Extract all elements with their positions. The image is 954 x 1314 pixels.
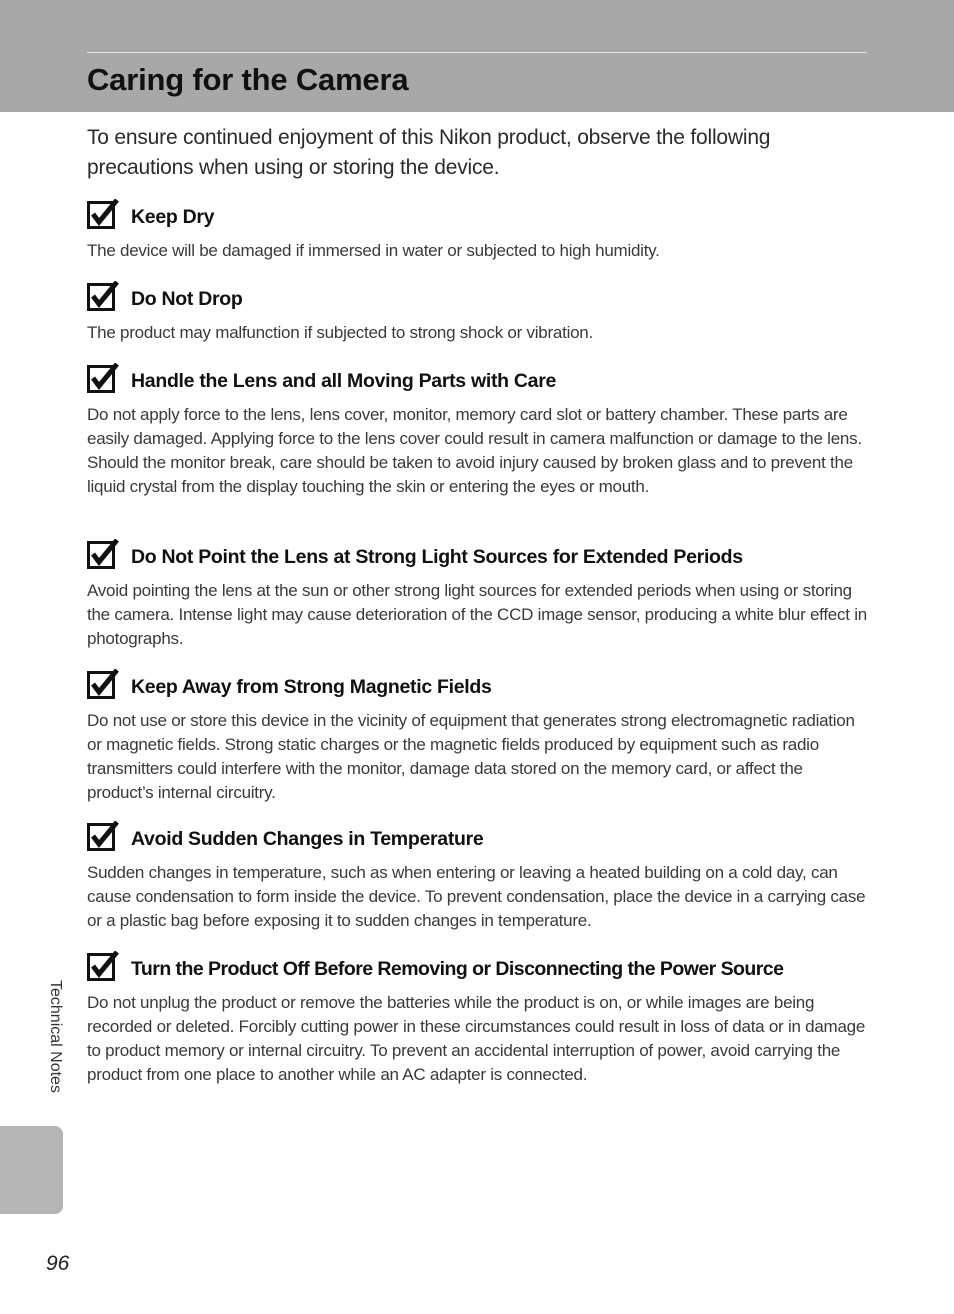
section-body: The device will be damaged if immersed in water or subjected to high humidity. — [87, 241, 660, 260]
section-title: Do Not Drop — [131, 288, 243, 310]
section-do-not-drop — [87, 281, 877, 345]
section-heading — [87, 363, 877, 399]
section-heading — [87, 951, 877, 987]
section-body: Avoid pointing the lens at the sun or other strong light sources for extended periods when using or storing the camera. Intense light may cause deterioration of the CCD image sensor, producing a white blur effect in photographs. — [87, 581, 867, 648]
section-magnetic-fields — [87, 669, 877, 805]
section-strong-light — [87, 539, 877, 651]
intro-paragraph: To ensure continued enjoyment of this Nikon product, observe the following precautions when using or storing the device. — [87, 126, 771, 179]
section-body: The product may malfunction if subjected to strong shock or vibration. — [87, 323, 593, 342]
checkmark-icon — [87, 539, 119, 569]
side-tab — [0, 1126, 63, 1214]
section-power-source — [87, 951, 877, 1087]
section-body: Do not apply force to the lens, lens cover, monitor, memory card slot or battery chamber. These parts are easily damaged. Applying force to the lens cover could result in camera malfunction or damage to the lens. Should the monitor break, care should be taken to avoid injury caused by broken glass and to prevent the liquid crystal from the display touching the skin or entering the eyes or mouth. — [87, 405, 862, 496]
section-title: Keep Dry — [131, 206, 215, 228]
checkmark-icon — [87, 199, 119, 229]
page-number: 96 — [46, 1252, 70, 1275]
section-heading — [87, 821, 877, 857]
section-heading — [87, 669, 877, 705]
checkmark-icon — [87, 951, 119, 981]
checkmark-icon — [87, 281, 119, 311]
side-tab-label: Technical Notes — [47, 980, 64, 1093]
section-title: Handle the Lens and all Moving Parts with Care — [131, 370, 557, 392]
header-divider — [87, 52, 867, 53]
section-title: Do Not Point the Lens at Strong Light Sources for Extended Periods — [131, 546, 743, 568]
section-title: Keep Away from Strong Magnetic Fields — [131, 676, 492, 698]
section-temperature — [87, 821, 877, 933]
checkmark-icon — [87, 363, 119, 393]
section-title: Turn the Product Off Before Removing or Disconnecting the Power Source — [131, 958, 784, 980]
section-title: Avoid Sudden Changes in Temperature — [131, 828, 484, 850]
section-heading — [87, 281, 877, 317]
checkmark-icon — [87, 669, 119, 699]
section-body: Sudden changes in temperature, such as when entering or leaving a heated building on a cold day, can cause condensation to form inside the device. To prevent condensation, place the device in a carrying case or a plastic bag before exposing it to sudden changes in temperature. — [87, 863, 866, 930]
section-heading — [87, 199, 877, 235]
section-body: Do not use or store this device in the vicinity of equipment that generates strong electromagnetic radiation or magnetic fields. Strong static charges or the magnetic fields produced by equipment such as radio transmitters could interfere with the monitor, damage data stored on the memory card, or affect the product’s internal circuitry. — [87, 711, 855, 802]
section-body: Do not unplug the product or remove the batteries while the product is on, or while images are being recorded or deleted. Forcibly cutting power in these circumstances could result in loss of data or in damage to product memory or internal circuitry. To prevent an accidental interruption of power, avoid carrying the product from one place to another while an AC adapter is connected. — [87, 993, 866, 1084]
page-title: Caring for the Camera — [87, 62, 409, 97]
section-handle-lens — [87, 363, 877, 499]
section-keep-dry — [87, 199, 877, 263]
checkmark-icon — [87, 821, 119, 851]
section-heading — [87, 539, 877, 575]
